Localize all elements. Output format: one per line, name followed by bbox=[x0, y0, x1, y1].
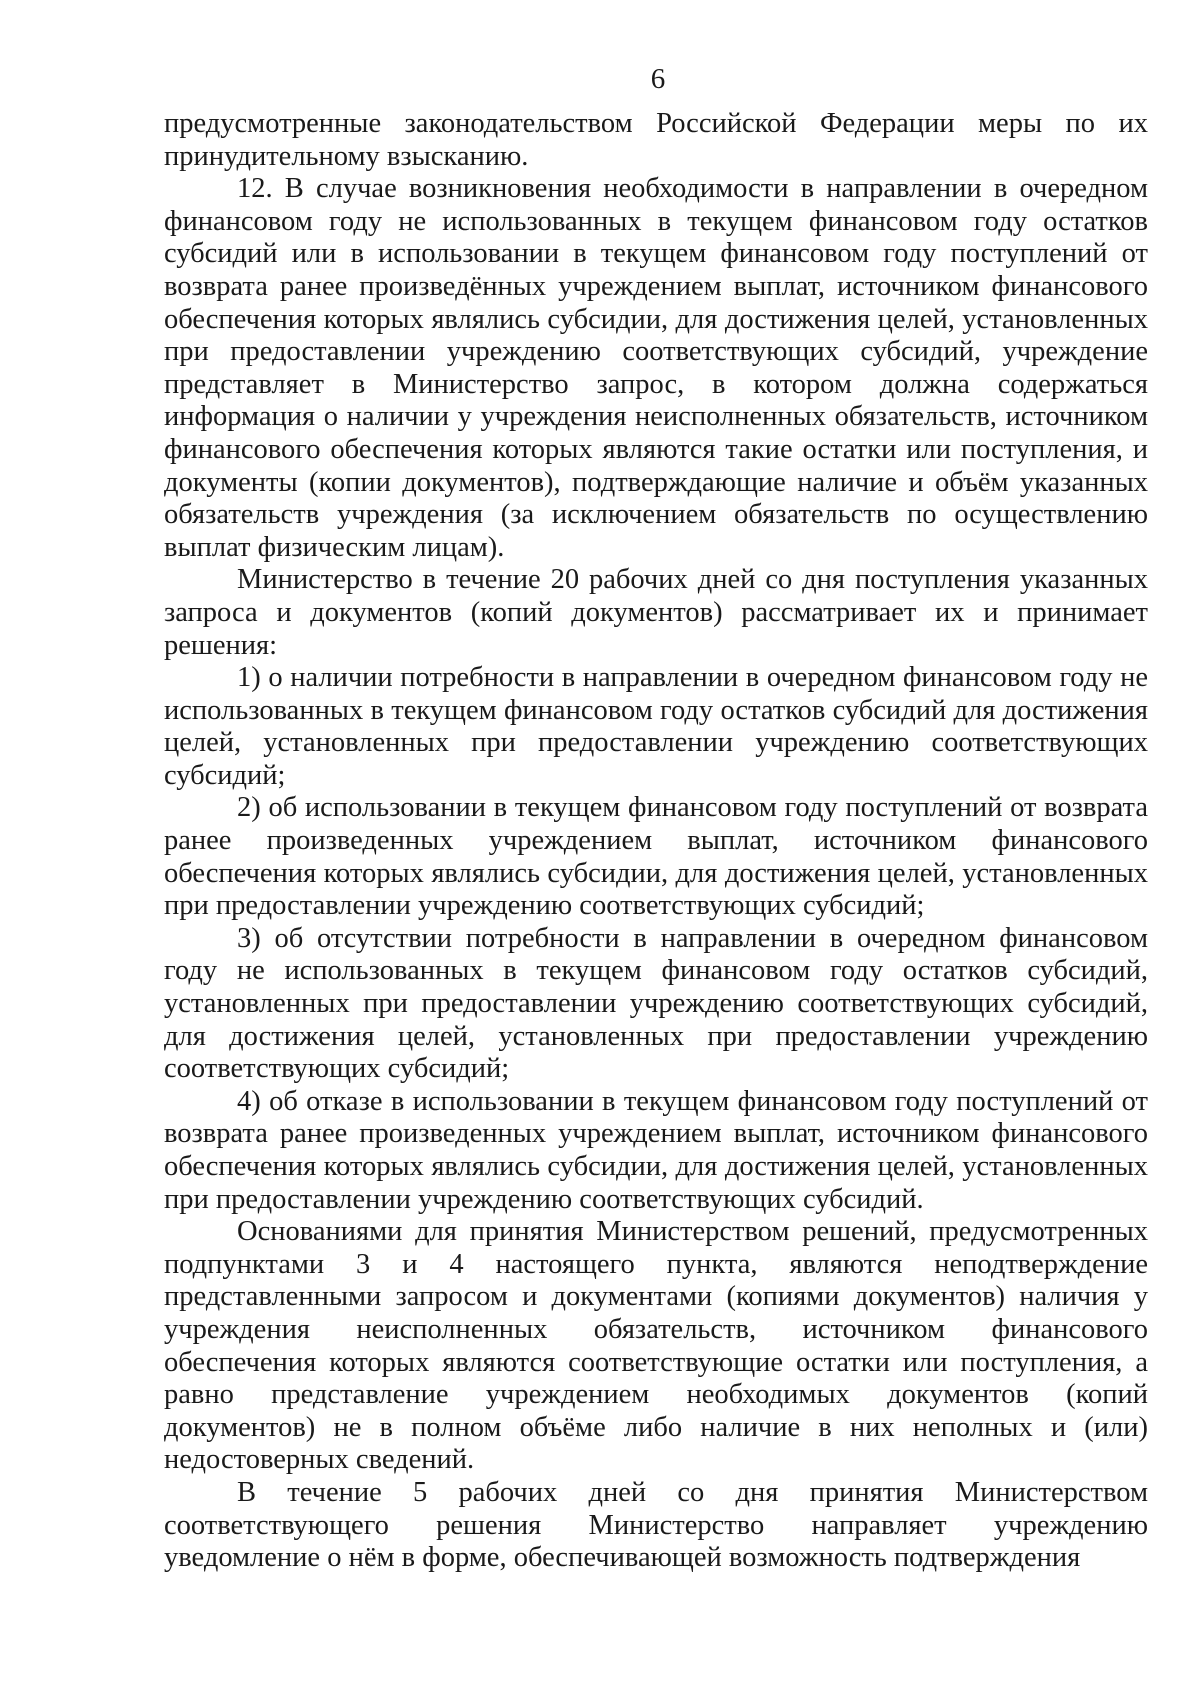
paragraph-decision-1: 1) о наличии потребности в направлении в очередном финансовом году не использованных в текущем финансовом году остатков субсидий для достижения целей, установленных при предоставлении учреждению соответствующих субсидий; bbox=[164, 662, 1148, 791]
paragraph-decision-2: 2) об использовании в текущем финансовом году поступлений от возврата ранее произведенных учреждением выплат, источником финансового обеспечения которых являлись субсидии, для достижения целей, установленных при предоставлении учреждению соответствующих субсидий; bbox=[164, 792, 1148, 922]
paragraph-clause-12: 12. В случае возникновения необходимости в направлении в очередном финансовом году не использованных в текущем финансовом году остатков субсидий или в использовании в текущем финансовом году поступлений от возврата ранее произведённых учреждением выплат, источником финансового обеспечения которых являлись субсидии, для достижения целей, установленных при предоставлении учреждению соответствующих субсидий, учреждение представляет в Министерство запрос, в котором должна содержаться информация о наличии у учреждения неисполненных обязательств, источником финансового обеспечения которых являются такие остатки или поступления, и документы (копии документов), подтверждающие наличие и объём указанных обязательств учреждения (за исключением обязательств по осуществлению выплат физическим лицам). bbox=[164, 173, 1148, 563]
paragraph-grounds: Основаниями для принятия Министерством решений, предусмотренных подпунктами 3 и 4 настоящего пункта, являются неподтверждение представленными запросом и документами (копиями документов) наличия у учреждения неисполненных обязательств, источником финансового обеспечения которых являются соответствующие остатки или поступления, а равно представление учреждением необходимых документов (копий документов) не в полном объёме либо наличие в них неполных и (или) недостоверных сведений. bbox=[164, 1216, 1148, 1476]
page-number: 6 bbox=[650, 63, 666, 95]
paragraph-notification: В течение 5 рабочих дней со дня принятия Министерством соответствующего решения Министерство направляет учреждению уведомление о нём в форме, обеспечивающей возможность подтверждения bbox=[164, 1476, 1148, 1574]
document-body bbox=[164, 108, 1148, 1575]
paragraph-continuation: предусмотренные законодательством Российской Федерации меры по их принудительному взысканию. bbox=[164, 108, 1148, 172]
paragraph-decision-4: 4) об отказе в использовании в текущем финансовом году поступлений от возврата ранее произведенных учреждением выплат, источником финансового обеспечения которых являлись субсидии, для достижения целей, установленных при предоставлении учреждению соответствующих субсидий. bbox=[164, 1085, 1148, 1215]
paragraph-ministry-review: Министерство в течение 20 рабочих дней со дня поступления указанных запроса и документов (копий документов) рассматривает их и принимает решения: bbox=[164, 564, 1148, 661]
paragraph-decision-3: 3) об отсутствии потребности в направлении в очередном финансовом году не использованных в текущем финансовом году остатков субсидий, установленных при предоставлении учреждению соответствующих субсидий, для достижения целей, установленных при предоставлении учреждению соответствующих субсидий; bbox=[164, 922, 1148, 1085]
